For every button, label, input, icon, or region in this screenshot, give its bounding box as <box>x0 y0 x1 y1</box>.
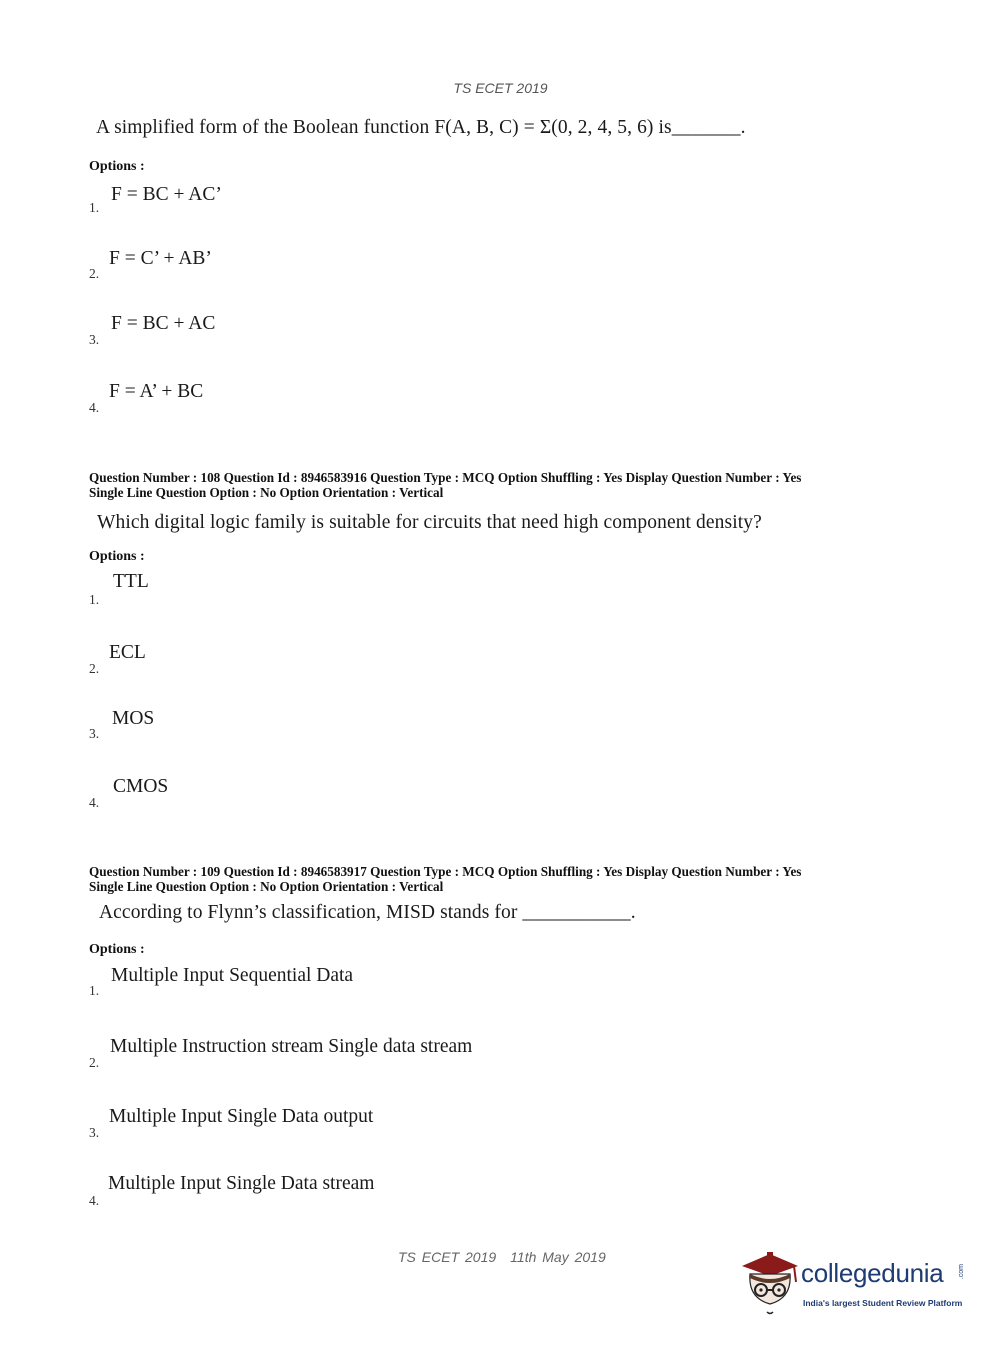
q109-option-1-number: 1. <box>89 983 100 998</box>
q108-option-4-number: 4. <box>89 795 100 810</box>
q107-option-2-text: F = C’ + AB’ <box>109 248 212 269</box>
q108-option-2-number: 2. <box>89 661 100 676</box>
q107-option-2-number: 2. <box>89 266 100 281</box>
q107-question-text: A simplified form of the Boolean function F(A, B, C) = Σ(0, 2, 4, 5, 6) is_______. <box>96 117 746 138</box>
q109-option-3-number: 3. <box>89 1125 100 1140</box>
footer-exam-date: 11th May 2019 <box>510 1249 606 1265</box>
q107-options-label: Options : <box>89 159 145 174</box>
mascot-icon <box>740 1248 802 1320</box>
q108-option-3-text: MOS <box>112 708 155 729</box>
q108-option-1-text: TTL <box>113 571 149 592</box>
q107-option-3-text: F = BC + AC <box>111 313 216 334</box>
page-header: TS ECET 2019 <box>453 80 548 96</box>
q109-option-4-number: 4. <box>89 1193 100 1208</box>
logo-wordmark: collegedunia <box>801 1258 944 1288</box>
q107-option-4-number: 4. <box>89 400 100 415</box>
q108-option-3-number: 3. <box>89 726 100 741</box>
page-footer <box>398 1249 620 1265</box>
collegedunia-logo <box>740 1248 972 1320</box>
q109-option-2-number: 2. <box>89 1055 100 1070</box>
q108-options-label: Options : <box>89 549 145 564</box>
q109-options-label: Options : <box>89 942 145 957</box>
q107-option-3-number: 3. <box>89 332 100 347</box>
q108-option-4-text: CMOS <box>113 776 169 797</box>
q108-meta-line-1: Question Number : 108 Question Id : 8946583916 Question Type : MCQ Option Shuffling : Yes Display Question Number : Yes <box>89 470 802 485</box>
q108-option-1-number: 1. <box>89 592 100 607</box>
logo-tagline: India's largest Student Review Platform <box>803 1298 963 1308</box>
q109-meta-line-1: Question Number : 109 Question Id : 8946583917 Question Type : MCQ Option Shuffling : Yes Display Question Number : Yes <box>89 864 802 879</box>
q108-option-2-text: ECL <box>109 642 146 663</box>
q109-meta-line-2: Single Line Question Option : No Option Orientation : Vertical <box>89 879 444 894</box>
q109-option-1-text: Multiple Input Sequential Data <box>111 965 354 986</box>
q107-option-4-text: F = A’ + BC <box>109 381 204 402</box>
q108-meta-line-2: Single Line Question Option : No Option Orientation : Vertical <box>89 485 444 500</box>
q109-option-2-text: Multiple Instruction stream Single data stream <box>110 1036 473 1057</box>
q109-option-4-text: Multiple Input Single Data stream <box>108 1173 375 1194</box>
footer-exam-name: TS ECET 2019 <box>398 1249 497 1265</box>
q109-question-text: According to Flynn’s classification, MISD stands for ___________. <box>99 902 636 923</box>
q107-option-1-number: 1. <box>89 200 100 215</box>
q109-option-3-text: Multiple Input Single Data output <box>109 1106 374 1127</box>
q107-option-1-text: F = BC + AC’ <box>111 184 222 205</box>
logo-domain-suffix: .com <box>958 1264 965 1280</box>
q108-question-text: Which digital logic family is suitable for circuits that need high component density? <box>97 512 762 533</box>
